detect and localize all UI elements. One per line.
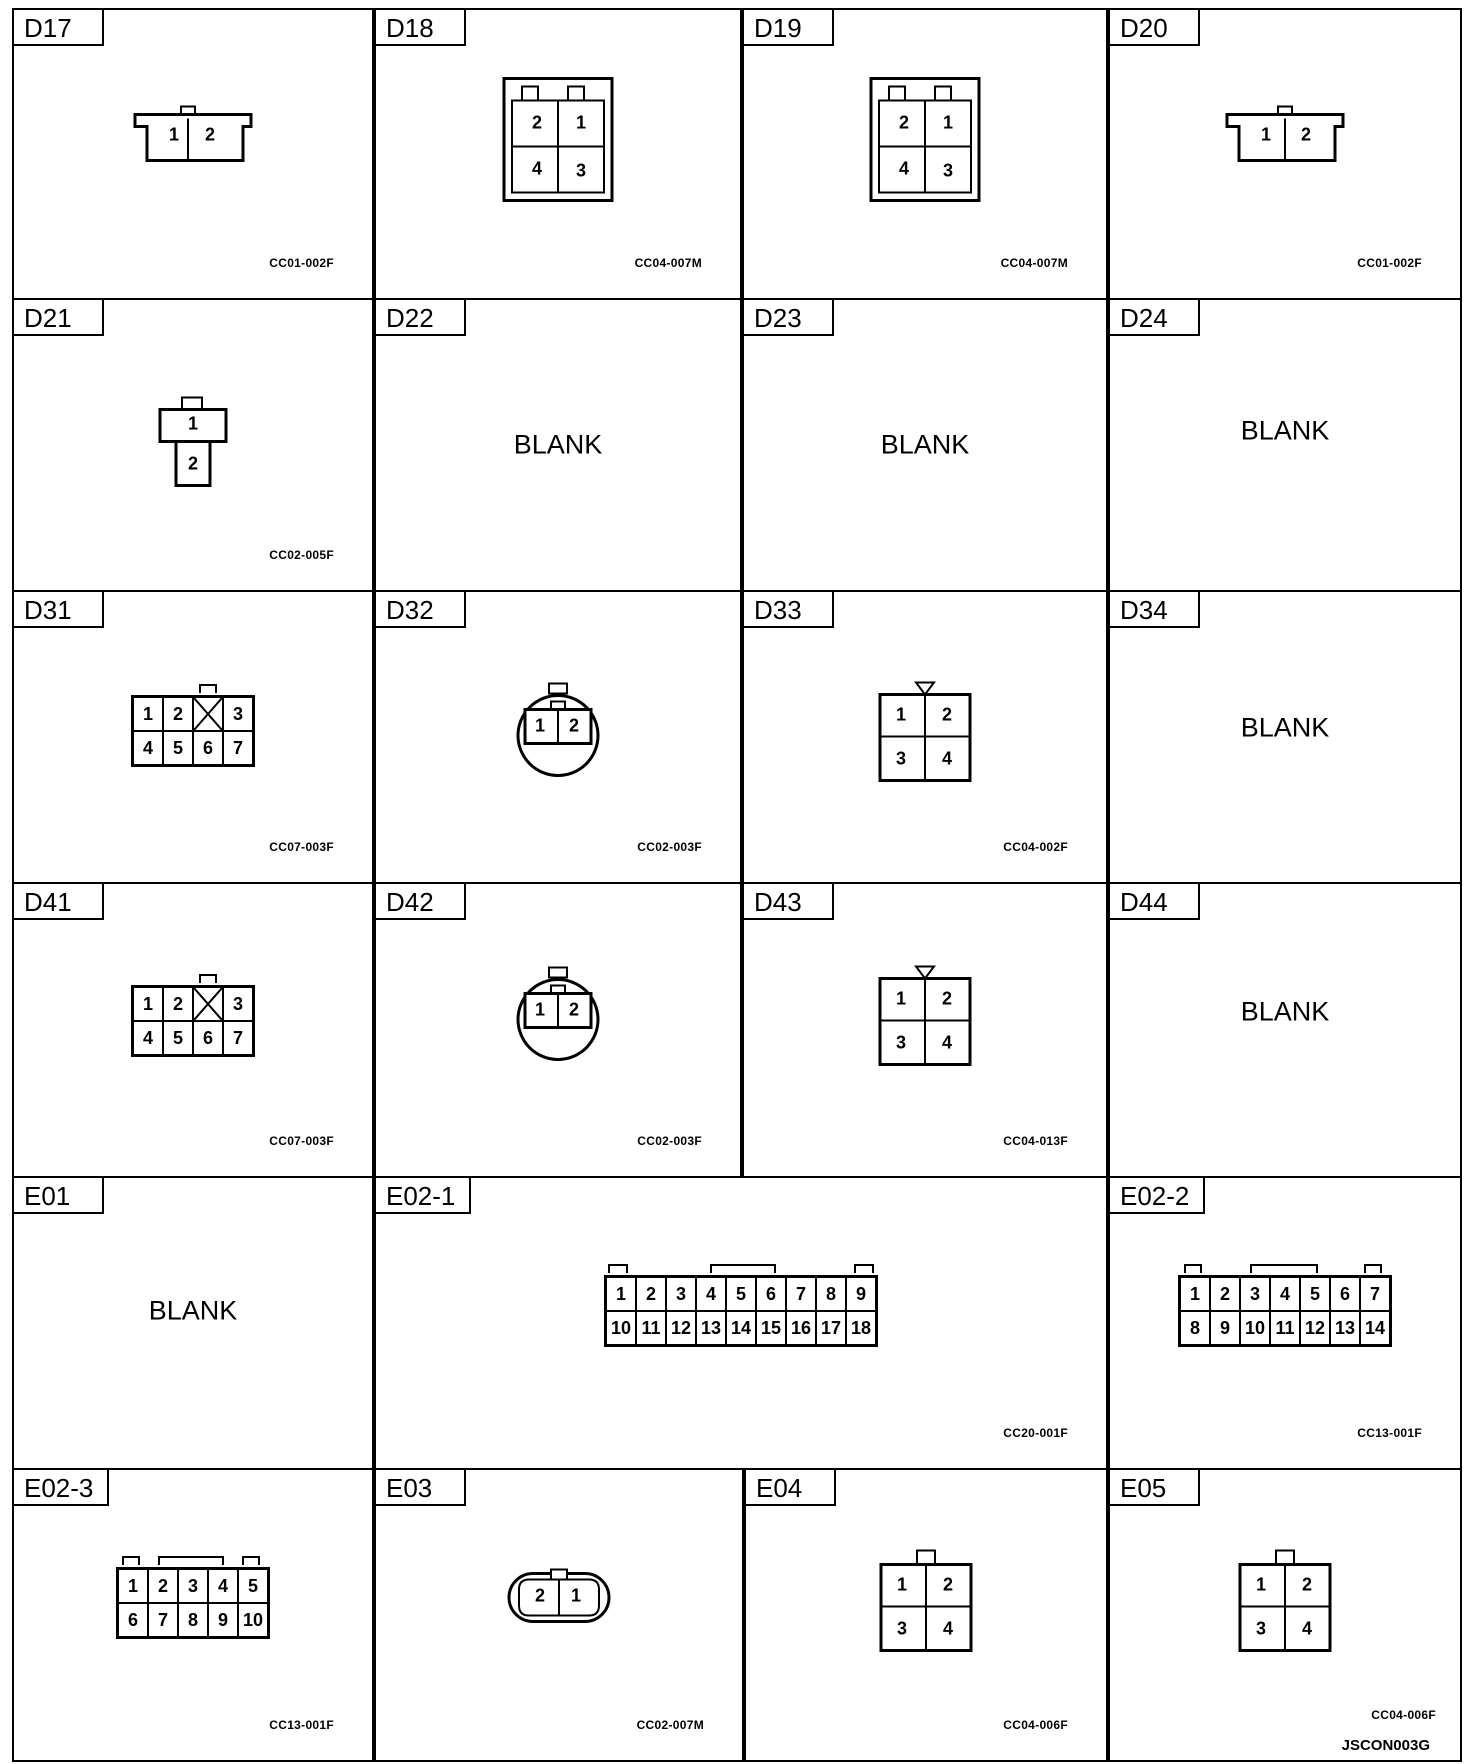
- connector-symbol: [1238, 1549, 1332, 1658]
- blank-label: BLANK: [1240, 996, 1330, 1027]
- connector-code: CC07-003F: [269, 840, 334, 854]
- connector-cell-d20: [1108, 8, 1462, 300]
- connector-cell-d44: [1108, 882, 1462, 1178]
- blank-label: BLANK: [1240, 415, 1330, 445]
- pin-grid: [1178, 1275, 1392, 1347]
- connector-symbol: [878, 681, 972, 788]
- pin-label: 1: [897, 1574, 908, 1595]
- pin-label: 4: [943, 1618, 954, 1639]
- pin-label: 2: [188, 453, 199, 474]
- connector-cell-d32: [374, 590, 742, 884]
- pin: 5: [164, 732, 194, 766]
- pin-label: 2: [569, 715, 580, 736]
- connector-id: D41: [14, 884, 104, 920]
- pin: 6: [1331, 1278, 1361, 1312]
- pin: 5: [727, 1278, 757, 1312]
- pin-label: 1: [943, 112, 954, 133]
- connector-code: CC02-003F: [637, 1134, 702, 1148]
- pin-label: 1: [535, 715, 546, 736]
- connector-id: D33: [744, 592, 834, 628]
- pin: 8: [179, 1604, 209, 1638]
- pin-label: 1: [535, 999, 546, 1020]
- pin: 14: [1361, 1312, 1391, 1346]
- connector-cell-e01: [12, 1176, 374, 1470]
- pin: 7: [149, 1604, 179, 1638]
- connector-id: E04: [746, 1470, 836, 1506]
- pin-label: 1: [188, 413, 199, 434]
- connector-code: CC02-007M: [636, 1718, 704, 1732]
- pin-label: 1: [1261, 124, 1272, 145]
- connector-latch: [199, 974, 217, 983]
- connector-id: E05: [1110, 1470, 1200, 1506]
- pin-label: 2: [205, 124, 216, 145]
- pin: 5: [164, 1022, 194, 1056]
- connector-symbol: [1178, 1275, 1392, 1347]
- pin: 1: [607, 1278, 637, 1312]
- pin-label: 2: [532, 112, 543, 133]
- pin-label: 1: [1256, 1574, 1267, 1595]
- pin: 2: [637, 1278, 667, 1312]
- pin-label: 4: [1302, 1618, 1313, 1639]
- connector-symbol: [133, 105, 253, 180]
- connector-latch: [1184, 1264, 1202, 1273]
- pin-grid: [131, 695, 255, 767]
- connector-code: CC02-003F: [637, 840, 702, 854]
- connector-id: D42: [376, 884, 466, 920]
- pin-label: 1: [169, 124, 180, 145]
- pin: 2: [1211, 1278, 1241, 1312]
- pin: 4: [209, 1570, 239, 1604]
- connector-id: D17: [14, 10, 104, 46]
- pin-label: 2: [1301, 124, 1312, 145]
- connector-cell-d18: [374, 8, 742, 300]
- connector-cell-e02-2: [1108, 1176, 1462, 1470]
- pin: 12: [667, 1312, 697, 1346]
- connector-symbol: [869, 77, 981, 208]
- connector-id: D34: [1110, 592, 1200, 628]
- pin: 1: [134, 698, 164, 732]
- pin: 17: [817, 1312, 847, 1346]
- connector-latch: [710, 1264, 776, 1273]
- connector-cell-d22: [374, 298, 742, 592]
- pin: 9: [847, 1278, 877, 1312]
- sheet-reference: JSCON003G: [1341, 1737, 1430, 1754]
- pin-label: 1: [896, 988, 907, 1009]
- connector-latch: [1364, 1264, 1382, 1273]
- connector-id: D43: [744, 884, 834, 920]
- connector-symbol: [513, 682, 603, 787]
- pin: 3: [1241, 1278, 1271, 1312]
- pin: 1: [134, 988, 164, 1022]
- connector-cell-d17: [12, 8, 374, 300]
- blocked-pin: [194, 698, 224, 732]
- connector-id: D21: [14, 300, 104, 336]
- pin: 2: [164, 698, 194, 732]
- pin: 11: [637, 1312, 667, 1346]
- connector-symbol: [131, 695, 255, 767]
- pin-label: 3: [896, 748, 907, 769]
- connector-code: CC07-003F: [269, 1134, 334, 1148]
- connector-latch: [854, 1264, 874, 1273]
- connector-id: D22: [376, 300, 466, 336]
- pin: 13: [1331, 1312, 1361, 1346]
- pin: 1: [119, 1570, 149, 1604]
- connector-symbol: [116, 1567, 270, 1639]
- blocked-pin: [194, 988, 224, 1022]
- pin-label: 2: [899, 112, 910, 133]
- pin-label: 4: [942, 1032, 953, 1053]
- connector-symbol: [507, 1565, 611, 1630]
- connector-code: CC04-006F: [1371, 1708, 1436, 1722]
- connector-code: CC04-007M: [634, 256, 702, 270]
- pin: 11: [1271, 1312, 1301, 1346]
- pin: 4: [134, 1022, 164, 1056]
- pin: 10: [1241, 1312, 1271, 1346]
- pin: 10: [607, 1312, 637, 1346]
- connector-latch: [608, 1264, 628, 1273]
- connector-cell-e02-1: [374, 1176, 1108, 1470]
- connector-symbol: [502, 77, 614, 208]
- connector-code: CC13-001F: [1357, 1426, 1422, 1440]
- pin-label: 3: [1256, 1618, 1267, 1639]
- connector-symbol: [604, 1275, 878, 1347]
- connector-code: CC20-001F: [1003, 1426, 1068, 1440]
- pin: 3: [179, 1570, 209, 1604]
- pin: 8: [817, 1278, 847, 1312]
- connector-id: D24: [1110, 300, 1200, 336]
- connector-cell-d42: [374, 882, 742, 1178]
- pin-label: 2: [535, 1585, 546, 1606]
- pin: 6: [119, 1604, 149, 1638]
- connector-symbol: [1225, 105, 1345, 180]
- pin: 6: [194, 732, 224, 766]
- pin: 6: [194, 1022, 224, 1056]
- connector-cell-d33: [742, 590, 1108, 884]
- connector-latch: [158, 1556, 224, 1565]
- connector-latch: [122, 1556, 140, 1565]
- pin: 12: [1301, 1312, 1331, 1346]
- connector-symbol: [878, 965, 972, 1072]
- connector-code: CC04-006F: [1003, 1718, 1068, 1732]
- blank-label: BLANK: [148, 1295, 238, 1326]
- pin-label: 1: [576, 112, 587, 133]
- pin: 14: [727, 1312, 757, 1346]
- pin-label: 3: [576, 160, 587, 181]
- pin: 2: [164, 988, 194, 1022]
- connector-cell-e05: [1108, 1468, 1462, 1762]
- pin: 4: [697, 1278, 727, 1312]
- connector-id: D32: [376, 592, 466, 628]
- pin: 9: [209, 1604, 239, 1638]
- connector-code: CC04-007M: [1000, 256, 1068, 270]
- connector-cell-d43: [742, 882, 1108, 1178]
- connector-id: E02-1: [376, 1178, 471, 1214]
- pin-label: 1: [571, 1585, 582, 1606]
- pin: 9: [1211, 1312, 1241, 1346]
- connector-symbol: [131, 985, 255, 1057]
- connector-cell-d34: [1108, 590, 1462, 884]
- pin-grid: [116, 1567, 270, 1639]
- blank-label: BLANK: [880, 429, 970, 460]
- connector-id: E02-2: [1110, 1178, 1205, 1214]
- pin: 16: [787, 1312, 817, 1346]
- pin: 1: [1181, 1278, 1211, 1312]
- connector-cell-d24: [1108, 298, 1462, 592]
- pin: 13: [697, 1312, 727, 1346]
- connector-symbol: [513, 966, 603, 1071]
- connector-latch: [199, 684, 217, 693]
- connector-id: E01: [14, 1178, 104, 1214]
- pin: 6: [757, 1278, 787, 1312]
- pin-label: 4: [942, 748, 953, 769]
- pin: 3: [224, 988, 254, 1022]
- connector-id: D20: [1110, 10, 1200, 46]
- pin-label: 2: [942, 988, 953, 1009]
- connector-id: D18: [376, 10, 466, 46]
- connector-cell-e02-3: [12, 1468, 374, 1762]
- connector-cell-d31: [12, 590, 374, 884]
- connector-code: CC02-005F: [269, 548, 334, 562]
- connector-id: D31: [14, 592, 104, 628]
- connector-cell-d23: [742, 298, 1108, 592]
- pin: 7: [224, 1022, 254, 1056]
- pin: 15: [757, 1312, 787, 1346]
- connector-latch: [242, 1556, 260, 1565]
- pin-grid: [131, 985, 255, 1057]
- connector-code: CC04-002F: [1003, 840, 1068, 854]
- connector-symbol: [158, 396, 228, 495]
- pin-label: 3: [943, 160, 954, 181]
- pin: 3: [224, 698, 254, 732]
- connector-cell-e04: [744, 1468, 1108, 1762]
- connector-code: CC01-002F: [1357, 256, 1422, 270]
- pin-label: 2: [943, 1574, 954, 1595]
- pin: 7: [1361, 1278, 1391, 1312]
- connector-code: CC13-001F: [269, 1718, 334, 1732]
- pin-label: 4: [532, 158, 543, 179]
- pin-label: 3: [897, 1618, 908, 1639]
- connector-symbol: [879, 1549, 973, 1658]
- connector-latch: [1250, 1264, 1318, 1273]
- pin: 2: [149, 1570, 179, 1604]
- connector-id: D44: [1110, 884, 1200, 920]
- pin: 4: [1271, 1278, 1301, 1312]
- connector-id: D19: [744, 10, 834, 46]
- blank-label: BLANK: [513, 429, 603, 460]
- connector-id: E03: [376, 1470, 466, 1506]
- connector-cell-e03: [374, 1468, 744, 1762]
- blank-label: BLANK: [1240, 712, 1330, 743]
- pin: 7: [787, 1278, 817, 1312]
- pin: 8: [1181, 1312, 1211, 1346]
- pin-label: 2: [1302, 1574, 1313, 1595]
- connector-cell-d41: [12, 882, 374, 1178]
- pin-label: 4: [899, 158, 910, 179]
- pin-grid: [604, 1275, 878, 1347]
- connector-cell-d21: [12, 298, 374, 592]
- pin: 10: [239, 1604, 269, 1638]
- pin: 18: [847, 1312, 877, 1346]
- pin: 3: [667, 1278, 697, 1312]
- connector-code: CC01-002F: [269, 256, 334, 270]
- pin: 5: [1301, 1278, 1331, 1312]
- connector-cell-d19: [742, 8, 1108, 300]
- connector-id: E02-3: [14, 1470, 109, 1506]
- pin-label: 2: [942, 704, 953, 725]
- pin: 5: [239, 1570, 269, 1604]
- connector-code: CC04-013F: [1003, 1134, 1068, 1148]
- pin: 4: [134, 732, 164, 766]
- pin-label: 1: [896, 704, 907, 725]
- pin: 7: [224, 732, 254, 766]
- pin-label: 2: [569, 999, 580, 1020]
- pin-label: 3: [896, 1032, 907, 1053]
- connector-id: D23: [744, 300, 834, 336]
